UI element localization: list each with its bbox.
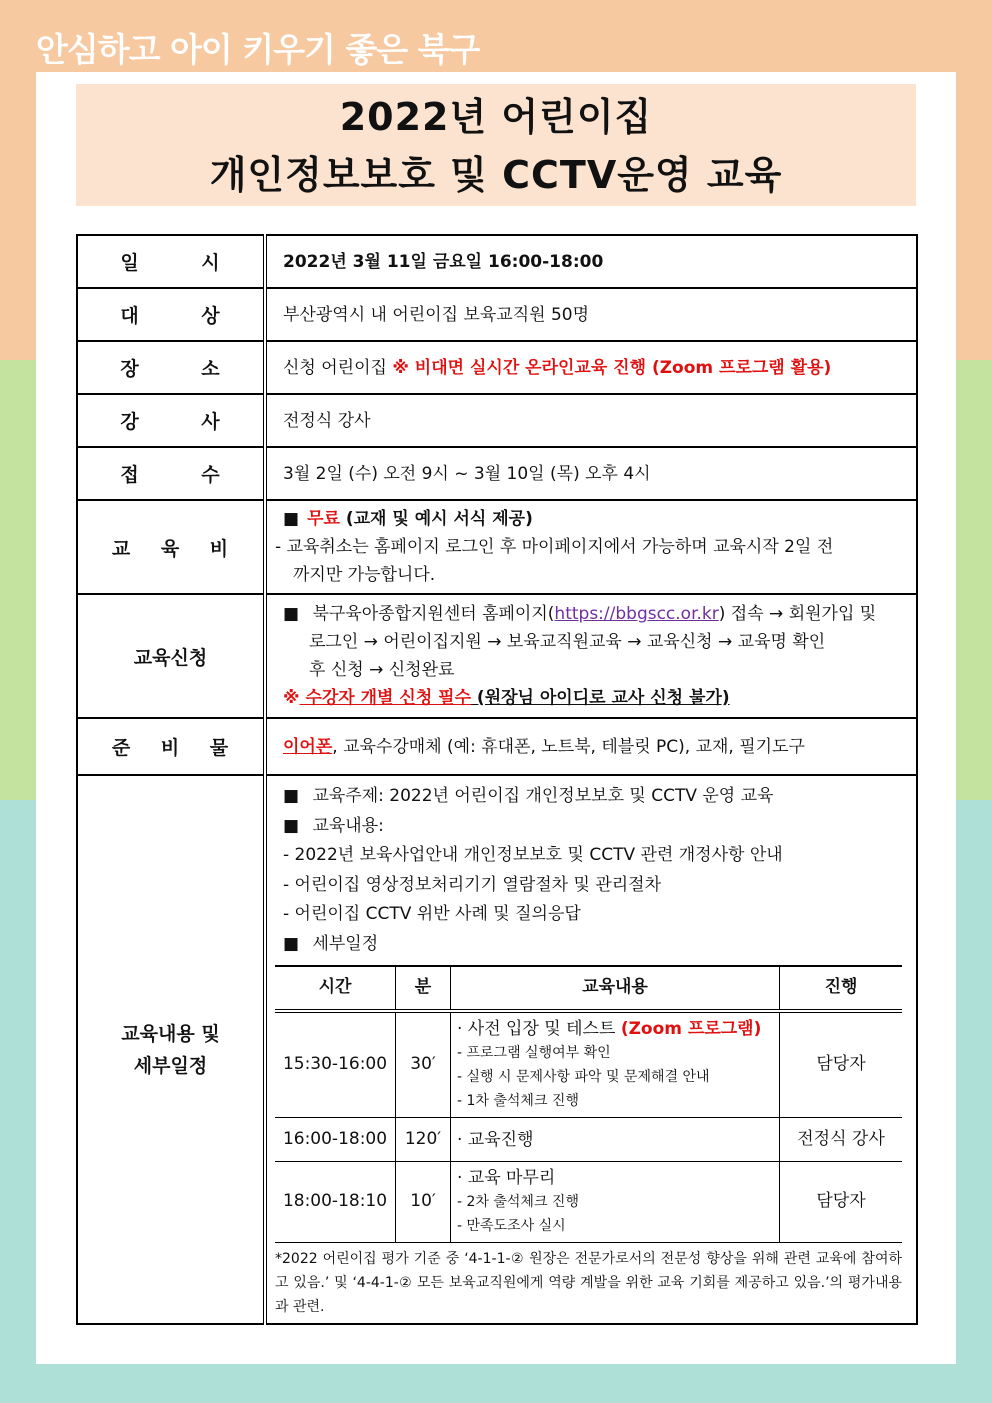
label-lecturer: 강 사 <box>77 394 265 447</box>
label-prep: 준 비 물 <box>77 718 265 775</box>
schedule-host: 담당자 <box>780 1011 903 1118</box>
content-item-3: - 어린이집 CCTV 위반 사례 및 질의응답 <box>283 904 581 924</box>
warning-mark: ※ <box>283 688 300 708</box>
schedule-time: 18:00-18:10 <box>275 1162 396 1243</box>
content-item-1: - 2022년 보육사업안내 개인정보보호 및 CCTV 관련 개정사항 안내 <box>283 845 783 865</box>
topic-text: 교육주제: 2022년 어린이집 개인정보보호 및 CCTV 운영 교육 <box>307 786 774 806</box>
schedule-sub: - 프로그램 실행여부 확인 <box>457 1045 611 1061</box>
schedule-time: 16:00-18:00 <box>275 1118 396 1162</box>
content-title <box>275 812 902 842</box>
row-apply <box>77 594 917 718</box>
main-red-text: (Zoom 프로그램) <box>620 1019 762 1039</box>
contents-title-text: 교육내용: <box>307 815 384 836</box>
title-box <box>76 84 916 206</box>
label-place: 장 소 <box>77 341 265 394</box>
value-apply <box>265 594 917 718</box>
fee-line <box>275 505 908 533</box>
apply-warning <box>283 684 908 712</box>
row-date <box>77 235 917 288</box>
schedule-host: 담당자 <box>780 1162 903 1243</box>
value-reception: 3월 2일 (수) 오전 9시 ~ 3월 10일 (목) 오후 4시 <box>265 447 917 500</box>
schedule-sub: - 1차 출석체크 진행 <box>457 1093 579 1109</box>
schedule-minutes: 10′ <box>396 1162 451 1243</box>
header-minutes: 분 <box>396 966 451 1011</box>
schedule-host: 전정식 강사 <box>780 1118 903 1162</box>
square-bullet-icon: ■ <box>283 509 300 529</box>
value-date: 2022년 3월 11일 금요일 16:00-18:00 <box>265 235 917 288</box>
row-reception <box>77 447 917 500</box>
prep-earphone: 이어폰 <box>283 736 333 757</box>
main-text: · 사전 입장 및 테스트 <box>457 1019 621 1039</box>
homepage-link[interactable]: https://bbgscc.or.kr <box>554 604 719 624</box>
row-content <box>77 775 917 1324</box>
schedule-content: · 교육진행 <box>451 1118 780 1162</box>
schedule-sub: - 2차 출석체크 진행 <box>457 1194 579 1210</box>
footnote: *2022 어린이집 평가 기준 중 ‘4-1-1-② 원장은 전문가로서의 전문성 향상을 위해 관련 교육에 참여하고 있음.’ 및 ‘4-4-1-② 모든 보육교직원에게 역량 계발을 위한 교육 기회를 제공하고 있음.’의 평가내용과 관련. <box>275 1251 902 1315</box>
row-target <box>77 288 917 341</box>
row-lecturer <box>77 394 917 447</box>
row-fee <box>77 500 917 594</box>
schedule-row <box>275 1162 902 1243</box>
fee-cancel-line1: - 교육취소는 홈페이지 로그인 후 마이페이지에서 가능하며 교육시작 2일 전 <box>275 537 834 557</box>
row-place <box>77 341 917 394</box>
label-fee: 교 육 비 <box>77 500 265 594</box>
schedule-time: 15:30-16:00 <box>275 1011 396 1118</box>
schedule-main <box>457 1017 773 1041</box>
label-apply: 교육신청 <box>77 594 265 718</box>
title-line-2: 개인정보보호 및 CCTV운영 교육 <box>209 153 783 197</box>
document-page <box>36 72 956 1364</box>
label-target: 대 상 <box>77 288 265 341</box>
value-fee <box>265 500 917 594</box>
value-target: 부산광역시 내 어린이집 보육교직원 50명 <box>265 288 917 341</box>
schedule-minutes: 30′ <box>396 1011 451 1118</box>
warning-rest: (원장님 아이디로 교사 신청 불가) <box>471 688 730 708</box>
label-reception: 접 수 <box>77 447 265 500</box>
value-prep <box>265 718 917 775</box>
info-table <box>76 234 918 1325</box>
schedule-sub: - 실행 시 문제사항 파악 및 문제해결 안내 <box>457 1069 710 1085</box>
fee-free-note: (교재 및 예시 서식 제공) <box>339 509 533 529</box>
header-time: 시간 <box>275 966 396 1011</box>
schedule-content <box>451 1011 780 1118</box>
apply-line1-post: ) 접속 → 회원가입 및 <box>718 604 877 624</box>
apply-line3: 후 신청 → 신청완료 <box>309 660 455 680</box>
schedule-title-text: 세부일정 <box>307 933 379 954</box>
fee-cancel-line2: 까지만 가능합니다. <box>293 565 436 585</box>
value-lecturer: 전정식 강사 <box>265 394 917 447</box>
fee-free: 무료 <box>307 509 340 529</box>
apply-line1 <box>283 600 908 628</box>
prep-rest: , 교육수강매체 (예: 휴대폰, 노트북, 테블릿 PC), 교재, 필기도구 <box>332 736 805 757</box>
schedule-row <box>275 1118 902 1162</box>
schedule-minutes: 120′ <box>396 1118 451 1162</box>
label-content-line2: 세부일정 <box>133 1054 208 1077</box>
header-host: 진행 <box>780 966 903 1011</box>
square-bullet-icon: ■ <box>283 815 300 836</box>
schedule-title <box>275 930 902 960</box>
value-place <box>265 341 917 394</box>
header-content: 교육내용 <box>451 966 780 1011</box>
apply-line2: 로그인 → 어린이집지원 → 보육교직원교육 → 교육신청 → 교육명 확인 <box>309 632 826 652</box>
content-item-2: - 어린이집 영상정보처리기기 열람절차 및 관리절차 <box>283 874 662 895</box>
place-note: ※ 비대면 실시간 온라인교육 진행 (Zoom 프로그램 활용) <box>392 357 832 378</box>
row-prep <box>77 718 917 775</box>
slogan: 안심하고 아이 키우기 좋은 북구 <box>36 30 480 69</box>
place-value: 신청 어린이집 <box>283 357 393 378</box>
schedule-content <box>451 1162 780 1243</box>
square-bullet-icon: ■ <box>283 786 300 806</box>
label-content <box>77 775 265 1324</box>
schedule-sub: - 만족도조사 실시 <box>457 1218 566 1234</box>
content-topic <box>275 782 902 812</box>
square-bullet-icon: ■ <box>283 604 300 624</box>
schedule-row <box>275 1011 902 1118</box>
label-date: 일 시 <box>77 235 265 288</box>
square-bullet-icon: ■ <box>283 933 300 954</box>
label-content-line1: 교육내용 및 <box>121 1022 220 1045</box>
value-content <box>265 775 917 1324</box>
apply-line1-pre: 북구육아종합지원센터 홈페이지( <box>307 604 555 624</box>
schedule-main: · 교육 마무리 <box>457 1168 556 1188</box>
title-line-1: 2022년 어린이집 <box>339 95 653 139</box>
warning-required: 수강자 개별 신청 필수 <box>299 688 472 708</box>
schedule-table <box>275 965 902 1243</box>
